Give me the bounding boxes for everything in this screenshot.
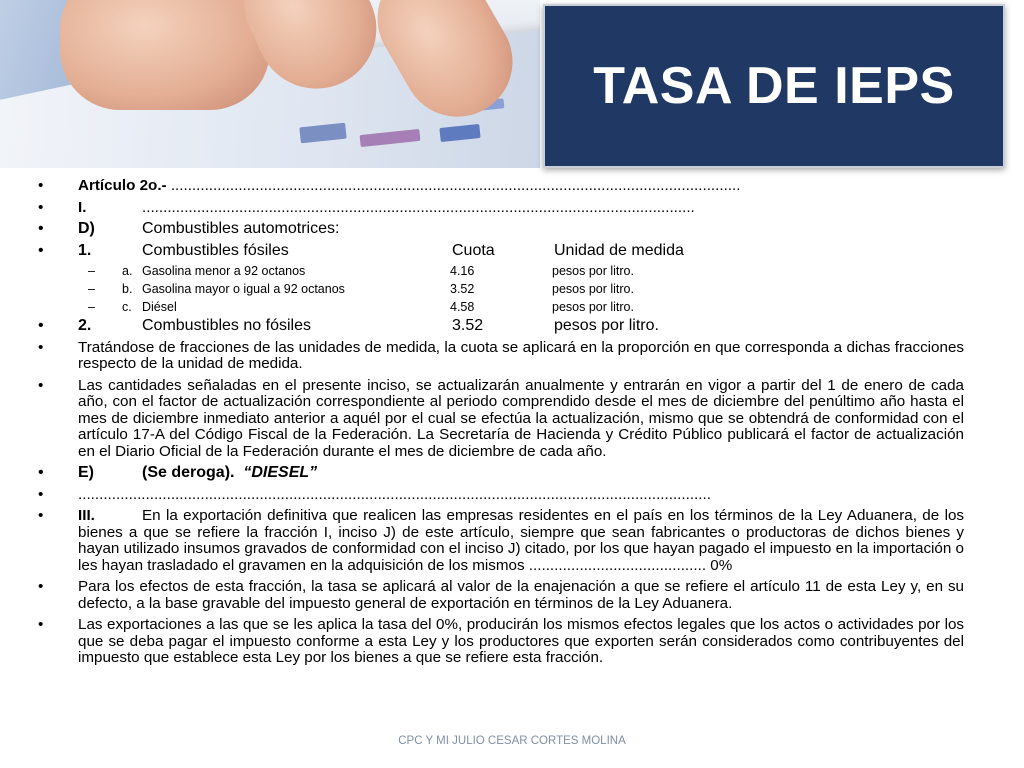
bullet: • xyxy=(38,464,44,481)
bullet: • xyxy=(38,578,44,595)
article-dots: ....................................................................................................................................... xyxy=(166,177,741,194)
list-item xyxy=(34,579,964,612)
sub-name: Gasolina menor a 92 octanos xyxy=(142,264,306,278)
fraction-label: III. xyxy=(78,507,95,524)
paragraph-text: Las cantidades señaladas en el presente inciso, se actualizarán anualmente y entrarán en vigor a partir del 1 de enero de cada año, con el factor de actualización correspondiente al periodo comprendido desde el mes de diciembre del penúltimo año hasta el mes de diciembre inmediato anterior a aquél por el cual se efectúa la actualización, mismo que se obtendrá de conformidad con el artículo 17-A del Código Fiscal de la Federación. La Secretaría de Hacienda y Crédito Público publicará el factor de actualización en el Diario Oficial de la Federación durante el mes de diciembre de cada año. xyxy=(78,376,964,460)
title-box xyxy=(543,4,1005,168)
sub-unit: pesos por litro. xyxy=(552,264,634,278)
slide-title: TASA DE IEPS xyxy=(593,57,955,115)
bullet: • xyxy=(38,317,44,334)
list-item xyxy=(34,340,964,373)
footer: CPC Y MI JULIO CESAR CORTES MOLINA xyxy=(398,735,626,747)
unit-header: Unidad de medida xyxy=(554,241,684,259)
item-name: Combustibles fósiles xyxy=(142,241,289,259)
sub-cuota: 4.58 xyxy=(450,300,475,314)
item-number: 2. xyxy=(78,317,92,334)
dash: – xyxy=(88,300,95,314)
list-item xyxy=(34,487,964,504)
section-label: D) xyxy=(78,220,95,237)
list-item xyxy=(34,178,964,195)
list-item xyxy=(34,200,964,217)
list-item xyxy=(34,221,964,238)
hand xyxy=(60,0,270,110)
fraction-dots: ................................................................................................................................... xyxy=(142,198,695,216)
bullet: • xyxy=(38,338,44,356)
section-label: E) xyxy=(78,464,94,481)
dash: – xyxy=(88,282,95,296)
sub-item xyxy=(34,282,964,296)
paragraph-text: Para los efectos de esta fracción, la tasa se aplicará al valor de la enajenación a que se refiere el artículo 11 de esta Ley y, en su defecto, a la base gravable del impuesto general de exportación en términos de la Ley Aduanera. xyxy=(78,578,964,612)
item-cuota: 3.52 xyxy=(452,317,484,334)
sub-unit: pesos por litro. xyxy=(552,282,634,296)
bullet: • xyxy=(38,177,44,194)
bullet: • xyxy=(38,376,44,394)
paragraph-text: En la exportación definitiva que realicen las empresas residentes en el país en los términos de la Ley Aduanera, de los bienes a que se refiere la fracción I, inciso J) de este artículo, siempre que sean fabricantes o productoras de dichos bienes y hayan utilizado insumos gravados de conformidad con el inciso J) citado, por los que hayan pagado el impuesto en la importación o les hayan trasladado el gravamen en la adquisición de los mismos .......................................... 0% xyxy=(78,507,964,574)
diesel-note: “DIESEL” xyxy=(243,464,318,481)
section-text: (Se deroga). xyxy=(142,464,235,481)
slide-content xyxy=(34,178,964,672)
bullet: • xyxy=(38,507,44,524)
sub-name: Diésel xyxy=(142,300,177,314)
dash: – xyxy=(88,264,95,278)
paragraph-text: Las exportaciones a las que se les aplica la tasa del 0%, producirán los mismos efectos legales que los actos o actividades por los que se deba pagar el impuesto conforme a esta Ley y los productores que exporten serán considerados como contribuyentes del impuesto que establece esta Ley por los bienes a que se refiere esta fracción. xyxy=(78,616,964,666)
bullet: • xyxy=(38,220,44,237)
ellipsis-dots: ...................................................................................................................................................... xyxy=(78,485,711,503)
sub-cuota: 3.52 xyxy=(450,282,475,296)
sub-item xyxy=(34,300,964,314)
sub-name: Gasolina mayor o igual a 92 octanos xyxy=(142,282,345,296)
fraction-label: I. xyxy=(78,198,87,216)
paragraph-text: Tratándose de fracciones de las unidades de medida, la cuota se aplicará en la proporción en que corresponda a dichas fracciones respecto de la unidad de medida. xyxy=(78,338,964,372)
bullet: • xyxy=(38,198,44,216)
article-label: Artículo 2o.- xyxy=(78,177,167,194)
bullet: • xyxy=(38,241,44,259)
item-number: 1. xyxy=(78,241,92,259)
sub-letter: b. xyxy=(122,282,133,296)
list-item xyxy=(34,465,964,482)
sub-letter: a. xyxy=(122,264,133,278)
item-unit: pesos por litro. xyxy=(554,317,659,334)
sub-item xyxy=(34,264,964,278)
sub-cuota: 4.16 xyxy=(450,264,475,278)
list-item xyxy=(34,378,964,461)
header-photo xyxy=(0,0,540,168)
bullet: • xyxy=(38,616,44,633)
sub-unit: pesos por litro. xyxy=(552,300,634,314)
list-item xyxy=(34,508,964,574)
section-text: Combustibles automotrices: xyxy=(142,220,340,237)
list-item xyxy=(34,243,964,260)
list-item xyxy=(34,318,964,335)
sub-letter: c. xyxy=(122,300,132,314)
list-item xyxy=(34,617,964,667)
bullet: • xyxy=(38,485,44,503)
cuota-header: Cuota xyxy=(452,241,495,259)
item-name: Combustibles no fósiles xyxy=(142,317,311,334)
